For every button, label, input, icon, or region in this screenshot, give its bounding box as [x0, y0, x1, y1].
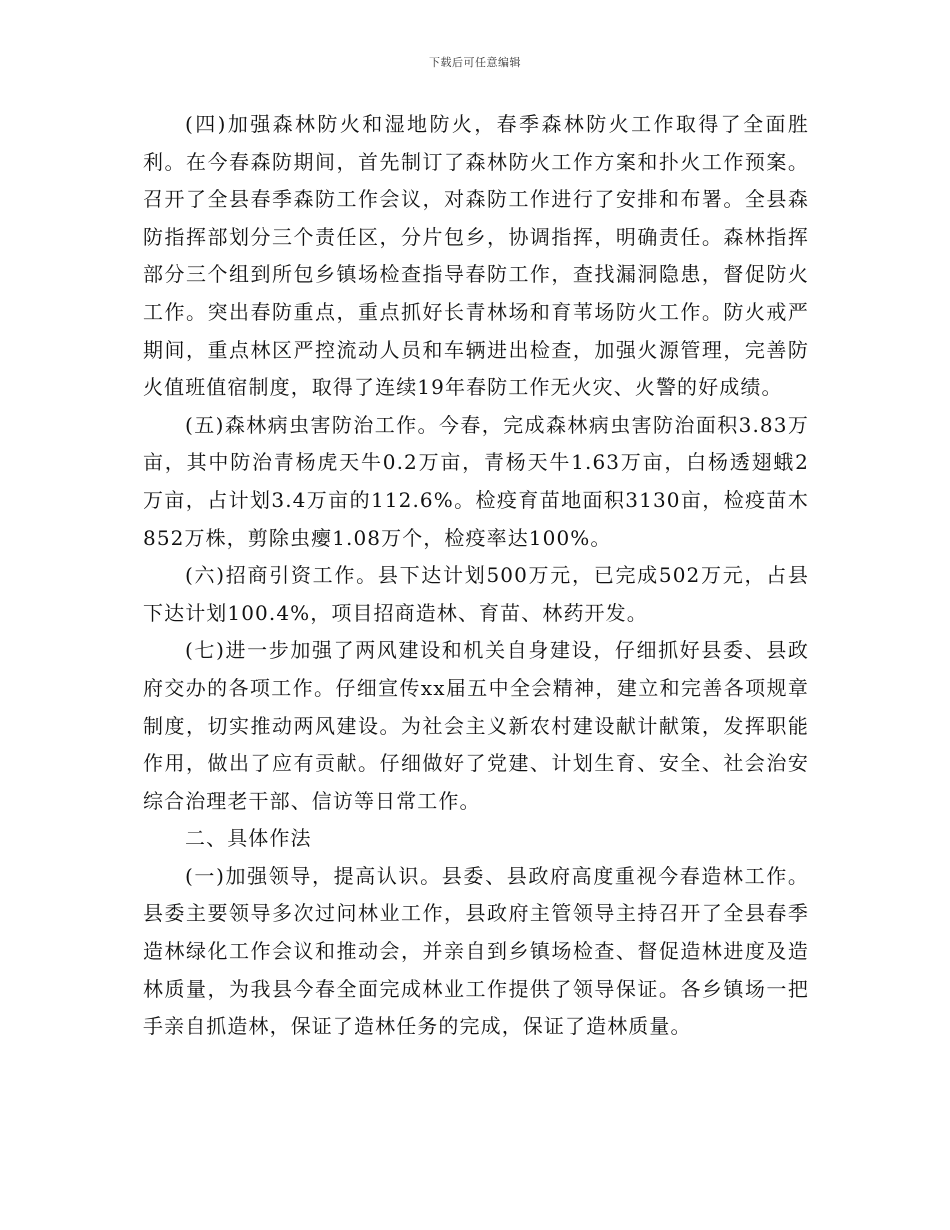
document-body: [143, 106, 809, 1046]
section-heading: 二、具体作法: [185, 826, 312, 851]
paragraph-two-styles-building: (七)进一步加强了两风建设和机关自身建设，仔细抓好县委、县政府交办的各项工作。仔细宣传xx届五中全会精神，建立和完善各项规章制度，切实推动两风建设。为社会主义新农村建设献计献策，发挥职能作用，做出了应有贡献。仔细做好了党建、计划生育、安全、社会治安综合治理老干部、信访等日常工作。: [143, 638, 809, 813]
header-note: 下载后可任意编辑: [429, 56, 521, 69]
paragraph-leadership: (一)加强领导，提高认识。县委、县政府高度重视今春造林工作。县委主要领导多次过问林业工作，县政府主管领导主持召开了全县春季造林绿化工作会议和推动会，并亲自到乡镇场检查、督促造林进度及造林质量，为我县今春全面完成林业工作提供了领导保证。各乡镇场一把手亲自抓造林，保证了造林任务的完成，保证了造林质量。: [143, 863, 809, 1039]
paragraph-investment-attraction: (六)招商引资工作。县下达计划500万元，已完成502万元，占县下达计划100.4%，项目招商造林、育苗、林药开发。: [143, 563, 809, 625]
paragraph-pest-control: (五)森林病虫害防治工作。今春，完成森林病虫害防治面积3.83万亩，其中防治青杨虎天牛0.2万亩，青杨天牛1.63万亩，白杨透翅蛾2万亩，占计划3.4万亩的112.6%。检疫育苗地面积3130亩，检疫苗木852万株，剪除虫瘿1.08万个，检疫率达100%。: [143, 412, 809, 550]
paragraph-forest-fire-prevention: (四)加强森林防火和湿地防火，春季森林防火工作取得了全面胜利。在今春森防期间，首先制订了森林防火工作方案和扑火工作预案。召开了全县春季森防工作会议，对森防工作进行了安排和布署。全县森防指挥部划分三个责任区，分片包乡，协调指挥，明确责任。森林指挥部分三个组到所包乡镇场检查指导春防工作，查找漏洞隐患，督促防火工作。突出春防重点，重点抓好长青林场和育苇场防火工作。防火戒严期间，重点林区严控流动人员和车辆进出检查，加强火源管理，完善防火值班值宿制度，取得了连续19年春防工作无火灾、火警的好成绩。: [143, 112, 809, 400]
